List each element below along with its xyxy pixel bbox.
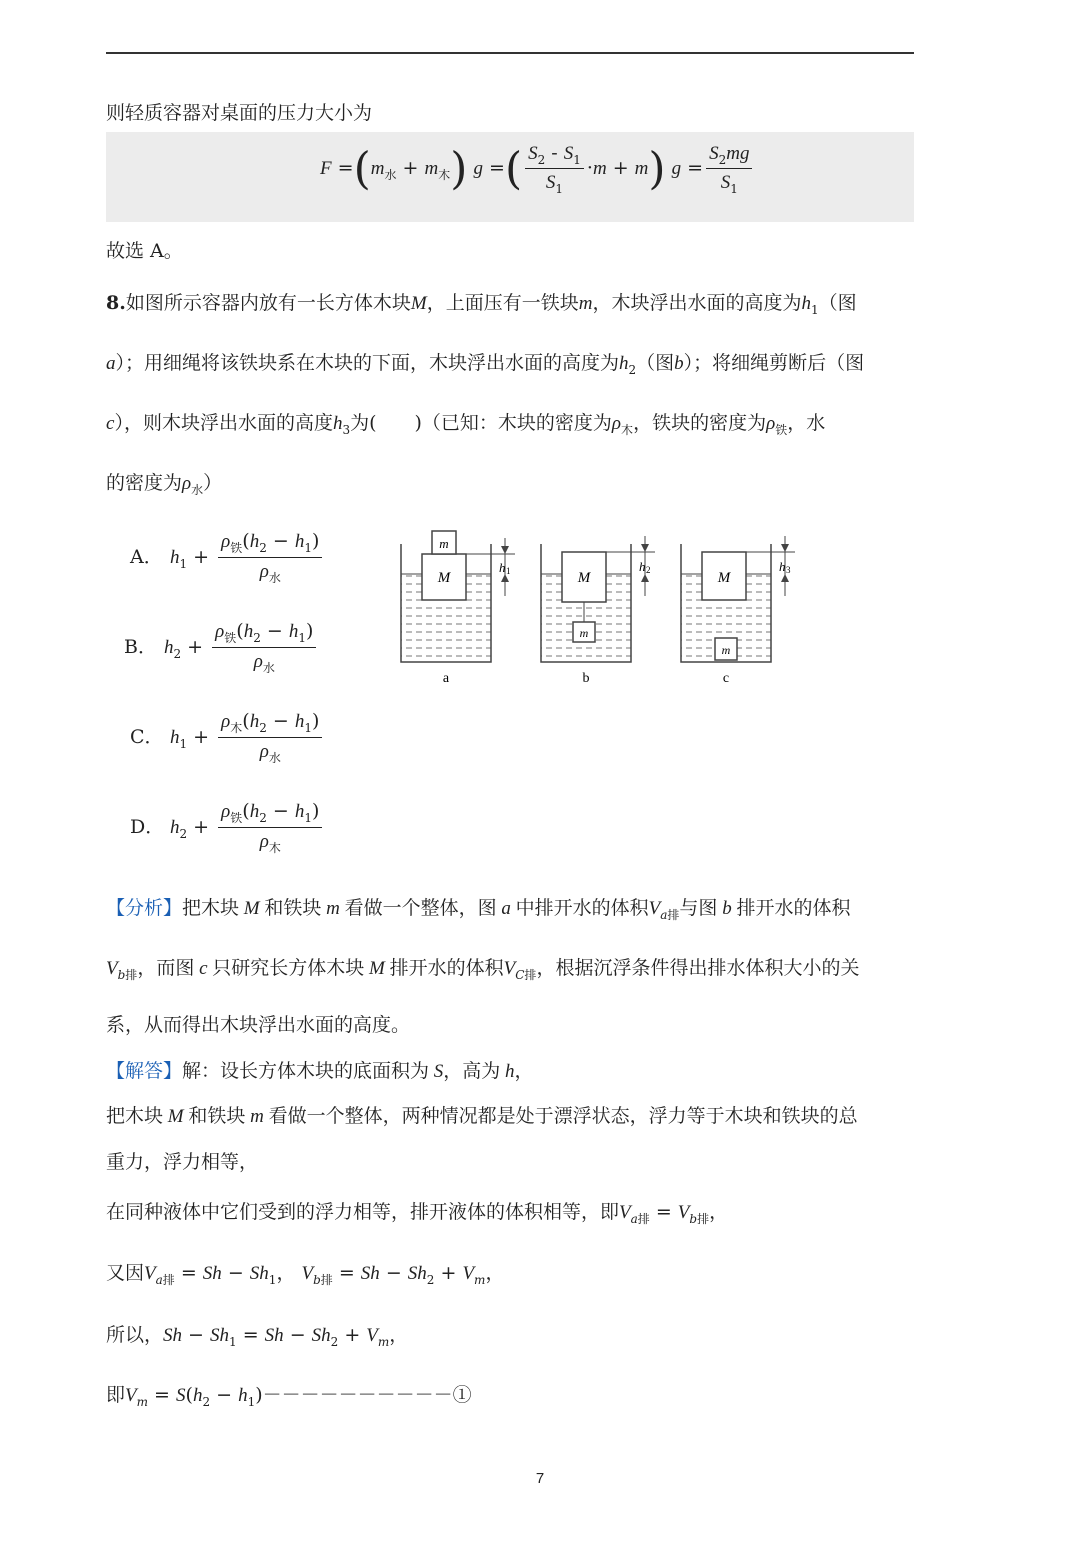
svg-text:h: h xyxy=(639,559,646,574)
svg-text:M: M xyxy=(717,570,731,586)
option-a[interactable]: A． $h_1$ + $\frac{\rho_铁(h_2 - h_1)}{\rho_水}$ xyxy=(130,530,325,586)
solution-line-4: 在同种液体中它们受到的浮力相等，排开液体的体积相等，即$V_{a排} = V_{b排}$， xyxy=(106,1201,729,1226)
answer-conclusion: 故选 A。 xyxy=(106,240,183,262)
page-number: 7 xyxy=(535,1470,545,1487)
analysis-line-1: 【分析】把木块 M 和铁块 m 看做一个整体，图 a 中排开水的体积$V_{a排}$与图 b 排开水的体积 xyxy=(106,897,851,922)
svg-text:m: m xyxy=(579,626,589,640)
solution-line-1: 【解答】解：设长方体木块的底面积为 S，高为 h， xyxy=(106,1060,534,1082)
solution-line-5: 又因$V_{a排} = Sh - Sh_1$， $V_{b排} = Sh - Sh_2 + V_m$， xyxy=(106,1262,505,1287)
intro-text: 则轻质容器对桌面的压力大小为 xyxy=(106,102,373,124)
svg-text:b: b xyxy=(582,671,590,686)
solution-tag: 【解答】 xyxy=(106,1060,183,1082)
analysis-tag: 【分析】 xyxy=(106,897,183,919)
solution-line-2: 把木块 M 和铁块 m 看做一个整体，两种情况都是处于漂浮状态，浮力等于木块和铁块的总 xyxy=(106,1105,858,1127)
panel-c xyxy=(681,536,795,686)
header-rule xyxy=(106,52,914,54)
solution-line-7: 即$V_m = S(h_2$ − $h_1)----------①$ xyxy=(106,1384,472,1409)
svg-text:M: M xyxy=(577,570,591,586)
svg-text:h: h xyxy=(499,560,506,575)
analysis-line-3: 系，从而得出木块浮出水面的高度。 xyxy=(106,1014,411,1036)
svg-text:m: m xyxy=(721,643,731,657)
option-b[interactable]: B． $h_2$ + $\frac{\rho_铁(h_2 - h_1)}{\rho_水}$ xyxy=(124,620,319,676)
option-c[interactable]: C． $h_1$ + $\frac{\rho_木(h_2 - h_1)}{\rho_水}$ xyxy=(130,710,325,766)
svg-text:3: 3 xyxy=(786,565,791,575)
force-formula: $F =(m_水 + m_木)$ g =( $\frac{S_2 - S_1}{S_1}$ ·m + m) g = $\frac{S_2mg}{S_1}$ xyxy=(320,142,755,196)
option-d[interactable]: D． $h_2$ + $\frac{\rho_铁(h_2 - h_1)}{\rho_木}$ xyxy=(130,800,325,856)
question-line-2: a）；用细绳将该铁块系在木块的下面，木块浮出水面的高度为$h_2$（图b）；将细绳剪断后（图 xyxy=(106,352,865,377)
question-line-4: 的密度为$\rho_水$） xyxy=(106,472,223,497)
panel-a xyxy=(401,531,515,686)
svg-text:m: m xyxy=(439,536,449,551)
solution-line-3: 重力，浮力相等， xyxy=(106,1151,259,1173)
question-line-3: c），则木块浮出水面的高度$h_3$为( )（已知：木块的密度为$\rho_木$，铁块的密度为$\rho_铁$，水 xyxy=(106,412,826,437)
analysis-line-2: $V_{b排}$，而图 c 只研究长方体木块 M 排开水的体积$V_{C排}$，根据沉浮条件得出排水体积大小的关 xyxy=(106,957,860,982)
svg-text:1: 1 xyxy=(506,566,511,576)
svg-text:M: M xyxy=(437,570,451,586)
force-formula-box xyxy=(106,132,914,222)
svg-text:a: a xyxy=(442,671,450,686)
question-line-1: 8.如图所示容器内放有一长方体木块M，上面压有一铁块m，木块浮出水面的高度为$h_1$（图 xyxy=(106,292,857,317)
solution-line-6: 所以，$Sh - Sh_1 = Sh - Sh_2 + V_m$， xyxy=(106,1324,409,1349)
svg-text:2: 2 xyxy=(646,565,651,575)
svg-text:c: c xyxy=(722,671,730,686)
question-number: 8. xyxy=(106,292,126,314)
panel-b xyxy=(541,536,655,686)
physics-figure xyxy=(395,524,805,690)
svg-text:h: h xyxy=(779,559,786,574)
